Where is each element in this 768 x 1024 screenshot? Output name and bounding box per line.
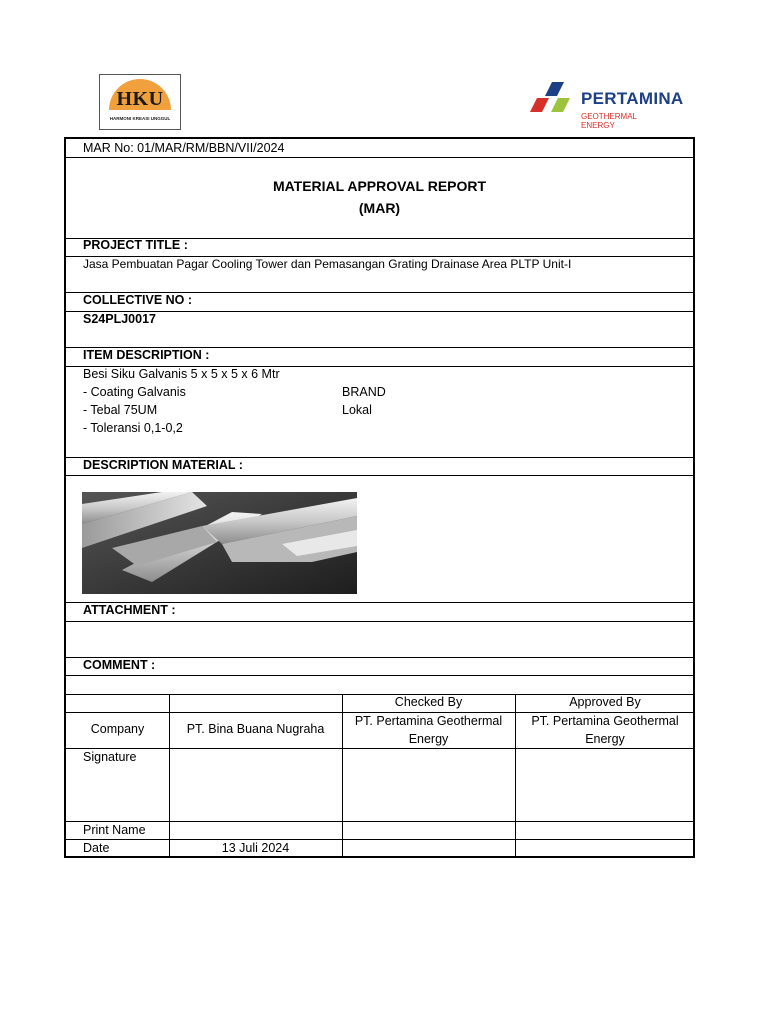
divider: [66, 839, 693, 840]
collective-no-value: S24PLJ0017: [83, 312, 156, 326]
item-spec: - Coating Galvanis: [83, 385, 186, 399]
company-approver: PT. Pertamina Geothermal Energy: [531, 714, 679, 746]
report-title: MATERIAL APPROVAL REPORT: [272, 178, 487, 194]
hku-logo-tagline: HARMONI KREASI UNGGUL: [109, 116, 171, 121]
print-name-label: Print Name: [83, 823, 146, 837]
material-approval-form: [64, 137, 695, 858]
divider: [66, 821, 693, 822]
pertamina-emblem-icon: [530, 80, 576, 120]
report-title-abbrev: (MAR): [358, 200, 401, 216]
company-contractor: PT. Bina Buana Nugraha: [186, 722, 325, 736]
item-spec: - Toleransi 0,1-0,2: [83, 421, 183, 435]
company-label: Company: [90, 722, 145, 736]
project-title-value: Jasa Pembuatan Pagar Cooling Tower dan Pemasangan Grating Drainase Area PLTP Unit-I: [83, 257, 572, 271]
collective-no-label: COLLECTIVE NO :: [83, 293, 193, 307]
divider: [66, 157, 693, 158]
table-divider: [169, 694, 170, 858]
approved-by-header: Approved By: [569, 695, 641, 709]
item-description-label: ITEM DESCRIPTION :: [83, 348, 210, 362]
pertamina-logo-subtitle: GEOTHERMAL ENERGY: [581, 112, 637, 130]
company-checker: PT. Pertamina Geothermal Energy: [354, 714, 503, 746]
date-label: Date: [83, 841, 110, 855]
divider: [66, 748, 693, 749]
description-material-label: DESCRIPTION MATERIAL :: [83, 458, 243, 472]
hku-logo-text: HKU: [116, 88, 164, 110]
hku-logo: [99, 74, 181, 130]
pertamina-logo: [530, 80, 684, 130]
divider: [66, 475, 693, 476]
divider: [66, 311, 693, 312]
project-title-label: PROJECT TITLE :: [83, 238, 188, 252]
pertamina-logo-name: PERTAMINA: [581, 89, 684, 108]
comment-label: COMMENT :: [83, 658, 156, 672]
brand-value: Lokal: [342, 403, 372, 417]
divider: [66, 621, 693, 622]
date-contractor: 13 Juli 2024: [221, 841, 290, 855]
mar-number: MAR No: 01/MAR/RM/BBN/VII/2024: [83, 141, 285, 155]
item-name: Besi Siku Galvanis 5 x 5 x 5 x 6 Mtr: [83, 367, 280, 381]
divider: [66, 675, 693, 676]
item-spec: - Tebal 75UM: [83, 403, 158, 417]
brand-label: BRAND: [342, 385, 386, 399]
signature-label: Signature: [83, 750, 137, 764]
material-photo: [82, 492, 357, 594]
checked-by-header: Checked By: [394, 695, 463, 709]
divider: [66, 657, 693, 658]
attachment-label: ATTACHMENT :: [83, 603, 176, 617]
